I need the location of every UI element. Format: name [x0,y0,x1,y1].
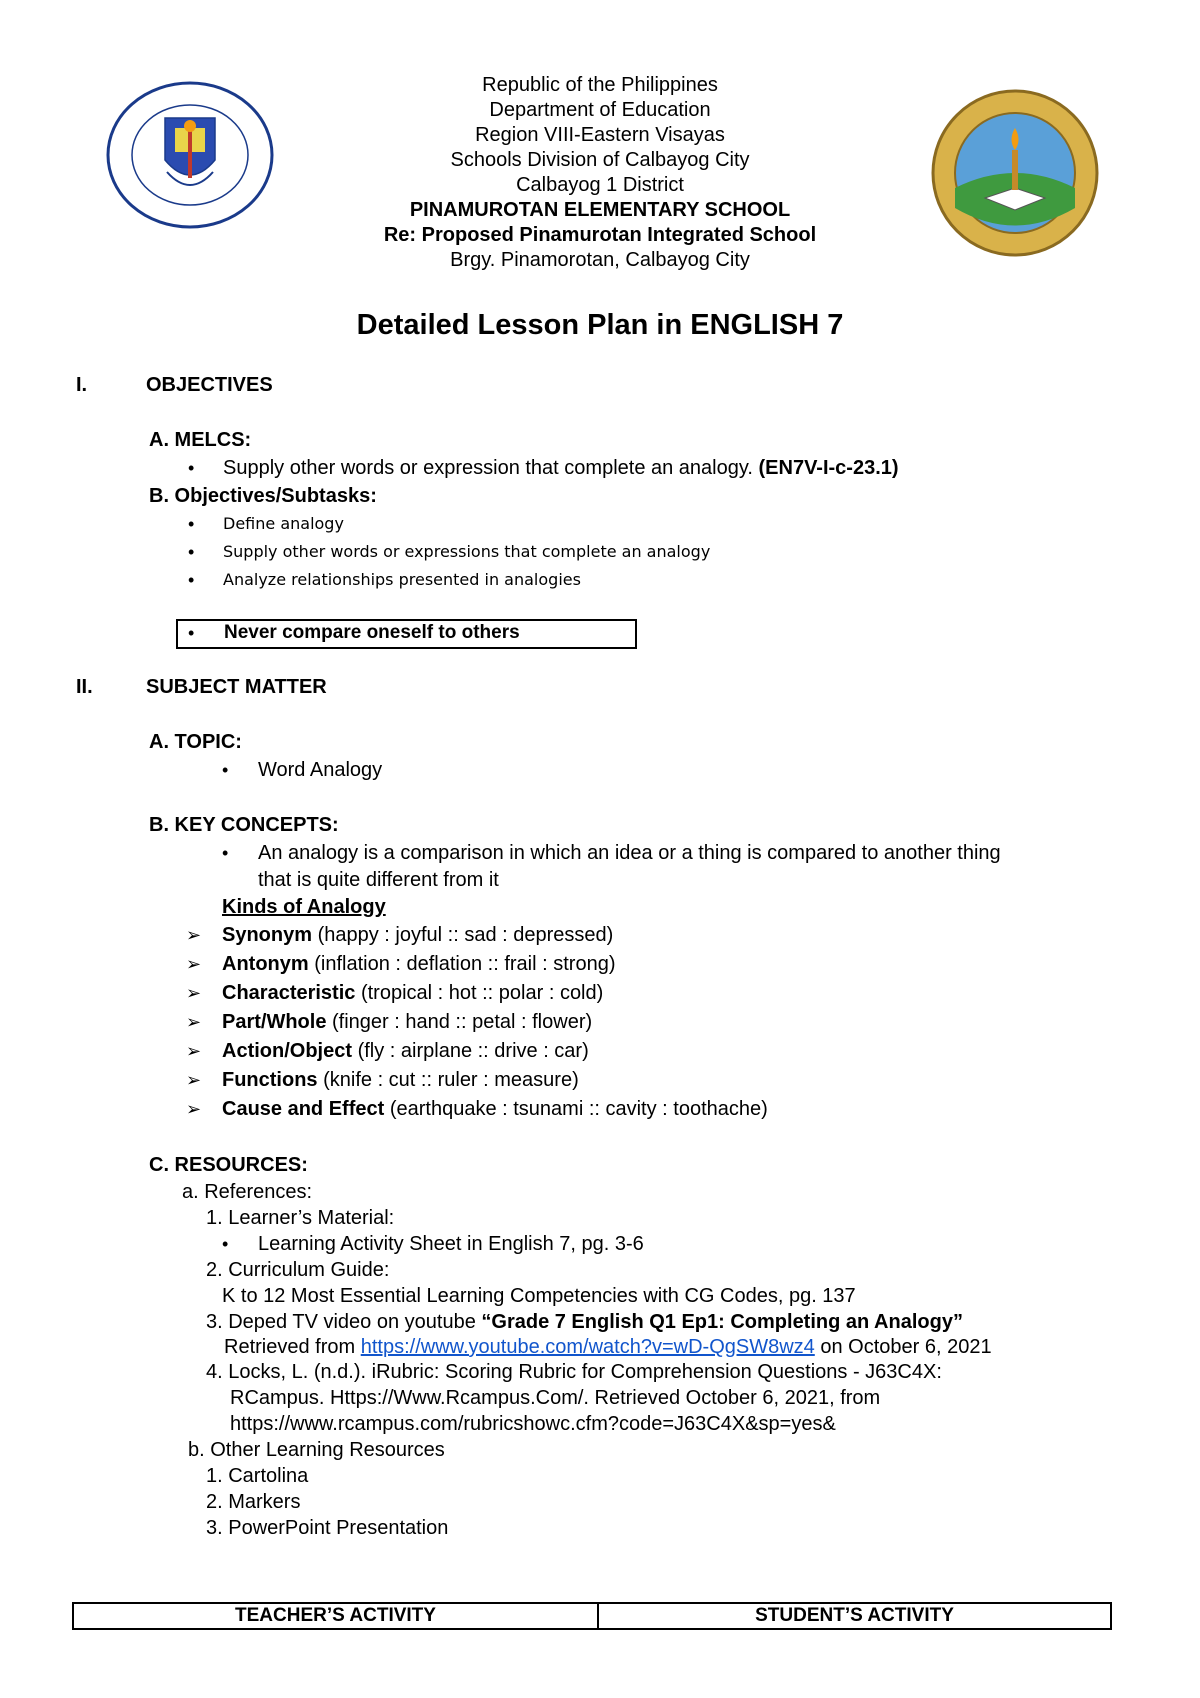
melcs-heading: A. MELCS: [149,429,252,451]
arrow-bullet-icon: ➢ [186,1012,202,1032]
topic-text: Word Analogy [258,759,383,781]
kind-example: (fly : airplane :: drive : car) [352,1040,589,1062]
bullet-icon: • [222,760,229,780]
melcs-statement: Supply other words or expression that complete an analogy. [223,457,753,479]
reference-3-text: 3. Deped TV video on youtube [206,1311,482,1333]
kind-example: (finger : hand :: petal : flower) [326,1011,593,1033]
header-line-5: Calbayog 1 District [516,174,684,196]
other-resources-label: b. Other Learning Resources [188,1439,445,1461]
reference-2: 2. Curriculum Guide: [206,1259,390,1281]
page-title: Detailed Lesson Plan in ENGLISH 7 [356,309,844,341]
objectives-heading: B. Objectives/Subtasks: [149,485,377,507]
kind-item [222,1096,768,1122]
key-concepts-heading: B. KEY CONCEPTS: [149,814,339,836]
kind-item [222,1038,589,1064]
kind-name: Functions [222,1069,318,1091]
kind-name: Synonym [222,924,313,946]
arrow-bullet-icon: ➢ [186,983,202,1003]
bullet-icon: • [188,623,195,643]
student-activity-header: STUDENT’S ACTIVITY [755,1605,954,1626]
other-resource-item: 3. PowerPoint Presentation [206,1517,449,1539]
objective-item: Supply other words or expressions that complete an analogy [223,542,711,561]
reference-4-line-2: RCampus. Https://Www.Rcampus.Com/. Retrieved October 6, 2021, from [230,1387,881,1409]
proposed-school: Re: Proposed Pinamurotan Integrated School [383,224,817,246]
teacher-activity-header: TEACHER’S ACTIVITY [74,1604,599,1628]
reference-3 [206,1309,963,1335]
kind-item [222,1009,592,1035]
melcs-text [223,455,899,481]
school-address: Brgy. Pinamorotan, Calbayog City [450,249,750,271]
kind-example: (tropical : hot :: polar : cold) [355,982,604,1004]
reference-4-line-3: https://www.rcampus.com/rubricshowc.cfm?code=J63C4X&sp=yes& [230,1413,836,1435]
value-box [176,619,637,649]
activity-table-header [72,1602,1112,1630]
kind-name: Part/Whole [222,1011,327,1033]
objective-item: Define analogy [223,514,344,533]
retrieved-date: on October 6, 2021 [814,1336,992,1358]
kinds-heading: Kinds of Analogy [222,896,386,918]
bullet-icon: • [188,514,195,534]
kind-item [222,951,615,977]
kind-item [222,1067,579,1093]
value-text: Never compare oneself to others [224,622,520,643]
section-2-number: II. [76,676,93,698]
references-label: a. References: [182,1181,313,1203]
reference-1-item: Learning Activity Sheet in English 7, pg. 3-6 [258,1233,644,1255]
section-1-number: I. [76,374,88,396]
retrieved-label: Retrieved from [224,1336,361,1358]
header-line-2: Department of Education [489,99,711,121]
reference-3-title: “Grade 7 English Q1 Ep1: Completing an Analogy” [481,1311,963,1333]
kind-example: (knife : cut :: ruler : measure) [317,1069,579,1091]
other-resource-item: 1. Cartolina [206,1465,309,1487]
header-line-3: Region VIII-Eastern Visayas [475,124,725,146]
reference-4-line-1: 4. Locks, L. (n.d.). iRubric: Scoring Rubric for Comprehension Questions - J63C4X: [206,1361,942,1383]
kind-example: (inflation : deflation :: frail : strong) [308,953,616,975]
bullet-icon: • [188,542,195,562]
reference-3-retrieved [224,1334,992,1360]
arrow-bullet-icon: ➢ [186,925,202,945]
section-1-heading: OBJECTIVES [146,374,273,396]
arrow-bullet-icon: ➢ [186,1041,202,1061]
kind-name: Cause and Effect [222,1098,385,1120]
objective-item: Analyze relationships presented in analogies [223,570,581,589]
kind-item [222,922,613,948]
youtube-link[interactable]: https://www.youtube.com/watch?v=wD-QgSW8wz4 [360,1336,815,1358]
arrow-bullet-icon: ➢ [186,1070,202,1090]
kind-name: Antonym [222,953,309,975]
key-concept-line-1: An analogy is a comparison in which an idea or a thing is compared to another thing [258,842,1001,864]
kind-name: Action/Object [222,1040,353,1062]
bullet-icon: • [188,458,195,478]
bullet-icon: • [188,570,195,590]
arrow-bullet-icon: ➢ [186,1099,202,1119]
section-2-heading: SUBJECT MATTER [146,676,327,698]
kind-item [222,980,603,1006]
school-name: PINAMUROTAN ELEMENTARY SCHOOL [409,199,791,221]
kind-example: (earthquake : tsunami :: cavity : toothache) [384,1098,768,1120]
bullet-icon: • [222,1234,229,1254]
melcs-code: (EN7V-I-c-23.1) [758,457,899,479]
topic-heading: A. TOPIC: [149,731,242,753]
reference-1: 1. Learner’s Material: [206,1207,395,1229]
resources-heading: C. RESOURCES: [149,1154,308,1176]
reference-2-item: K to 12 Most Essential Learning Competencies with CG Codes, pg. 137 [222,1285,856,1307]
kind-name: Characteristic [222,982,356,1004]
header-line-1: Republic of the Philippines [482,74,718,96]
arrow-bullet-icon: ➢ [186,954,202,974]
kind-example: (happy : joyful :: sad : depressed) [312,924,614,946]
key-concept-line-2: that is quite different from it [258,869,499,891]
bullet-icon: • [222,843,229,863]
other-resource-item: 2. Markers [206,1491,301,1513]
header-line-4: Schools Division of Calbayog City [450,149,750,171]
